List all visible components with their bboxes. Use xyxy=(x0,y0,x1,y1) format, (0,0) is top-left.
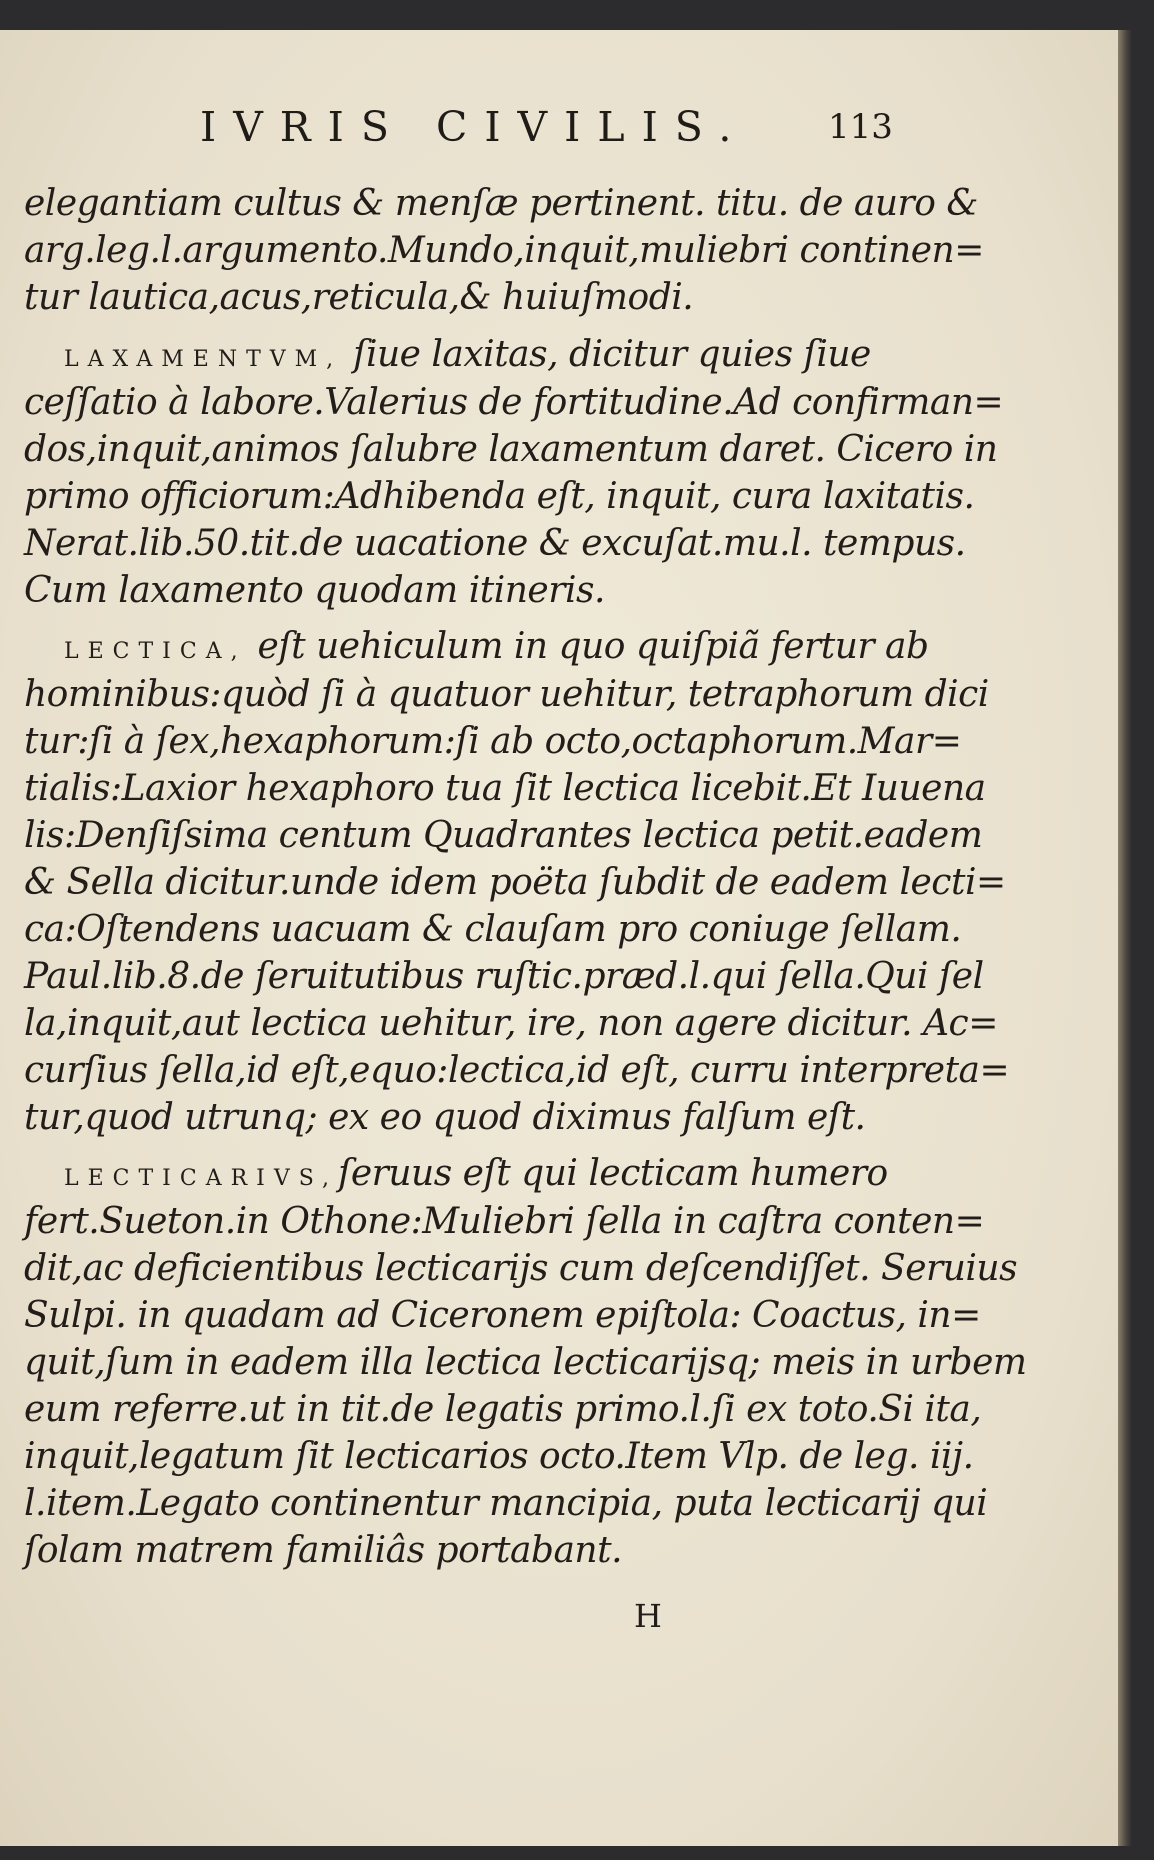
page-number: 113 xyxy=(828,107,893,147)
text-line: dit,ac deficientibus lecticarijs cum deſcendiſſet. Seruius xyxy=(24,1248,1018,1289)
signature-mark: H xyxy=(634,1597,662,1635)
entry-text: ſeruus eſt qui lecticam humero xyxy=(338,1153,888,1194)
text-line: fert.Sueton.in Othone:Muliebri ſella in caſtra conten= xyxy=(24,1201,985,1242)
text-line: elegantiam cultus & menſæ pertinent. titu. de auro & xyxy=(24,183,978,224)
text-line: lis:Denſiſsima centum Quadrantes lectica petit.eadem xyxy=(24,815,983,856)
text-line: Cum laxamento quodam itineris. xyxy=(24,570,605,611)
text-line: tur lautica,acus,reticula,& huiuſmodi. xyxy=(24,277,694,318)
text-line: l.item.Legato continentur mancipia, puta lecticarij qui xyxy=(24,1483,988,1524)
text-line: quit,ſum in eadem illa lectica lecticarijsq; meis in urbem xyxy=(24,1342,1027,1383)
entry-laxamentum xyxy=(64,331,871,379)
page-header xyxy=(200,95,900,165)
entry-text: ſiue laxitas, dicitur quies ſiue xyxy=(342,334,871,375)
text-line: tur:ſi à ſex,hexaphorum:ſi ab octo,octaphorum.Mar= xyxy=(24,721,962,762)
entry-lemma: LECTICARIVS, xyxy=(64,1166,339,1191)
text-line: ſolam matrem familiâs portabant. xyxy=(24,1530,623,1571)
text-line: tur,quod utrunq; ex eo quod diximus falſum eſt. xyxy=(24,1097,866,1138)
text-line: Paul.lib.8.de ſeruitutibus ruſtic.præd.l.qui ſella.Qui ſel xyxy=(24,956,984,997)
entry-lemma: LECTICA, xyxy=(64,639,247,664)
text-line: primo officiorum:Adhibenda eſt, inquit, cura laxitatis. xyxy=(24,476,975,517)
text-line: hominibus:quòd ſi à quatuor uehitur, tetraphorum dici xyxy=(24,674,989,715)
text-line: arg.leg.l.argumento.Mundo,inquit,muliebri continen= xyxy=(24,230,984,271)
text-line: Nerat.lib.50.tit.de uacatione & excuſat.mu.l. tempus. xyxy=(24,523,966,564)
entry-text: eſt uehiculum in quo quiſpiã fertur ab xyxy=(246,626,929,667)
text-line: ca:Oſtendens uacuam & clauſam pro coniuge ſellam. xyxy=(24,909,962,950)
text-line: inquit,legatum ſit lecticarios octo.Item Vlp. de leg. iij. xyxy=(24,1436,974,1477)
text-line: ceſſatio à labore.Valerius de fortitudine.Ad confirman= xyxy=(24,382,1004,423)
text-line: dos,inquit,animos ſalubre laxamentum daret. Cicero in xyxy=(24,429,998,470)
entry-lemma: LAXAMENTVM, xyxy=(64,347,343,372)
text-line: la,inquit,aut lectica uehitur, ire, non agere dicitur. Ac= xyxy=(24,1003,998,1044)
text-line: tialis:Laxior hexaphoro tua ſit lectica licebit.Et Iuuena xyxy=(24,768,986,809)
text-line: eum referre.ut in tit.de legatis primo.l.ſi ex toto.Si ita, xyxy=(24,1389,982,1430)
text-line: Sulpi. in quadam ad Ciceronem epiſtola: Coactus, in= xyxy=(24,1295,981,1336)
entry-lecticarius xyxy=(64,1150,888,1198)
page-edge-shadow xyxy=(1118,30,1132,1846)
text-line: curſius ſella,id eſt,equo:lectica,id eſt, curru interpreta= xyxy=(24,1050,1010,1091)
entry-lectica xyxy=(64,623,929,671)
text-line: & Sella dicitur.unde idem poëta ſubdit de eadem lecti= xyxy=(24,862,1006,903)
running-title: IVRIS CIVILIS. xyxy=(200,103,749,151)
